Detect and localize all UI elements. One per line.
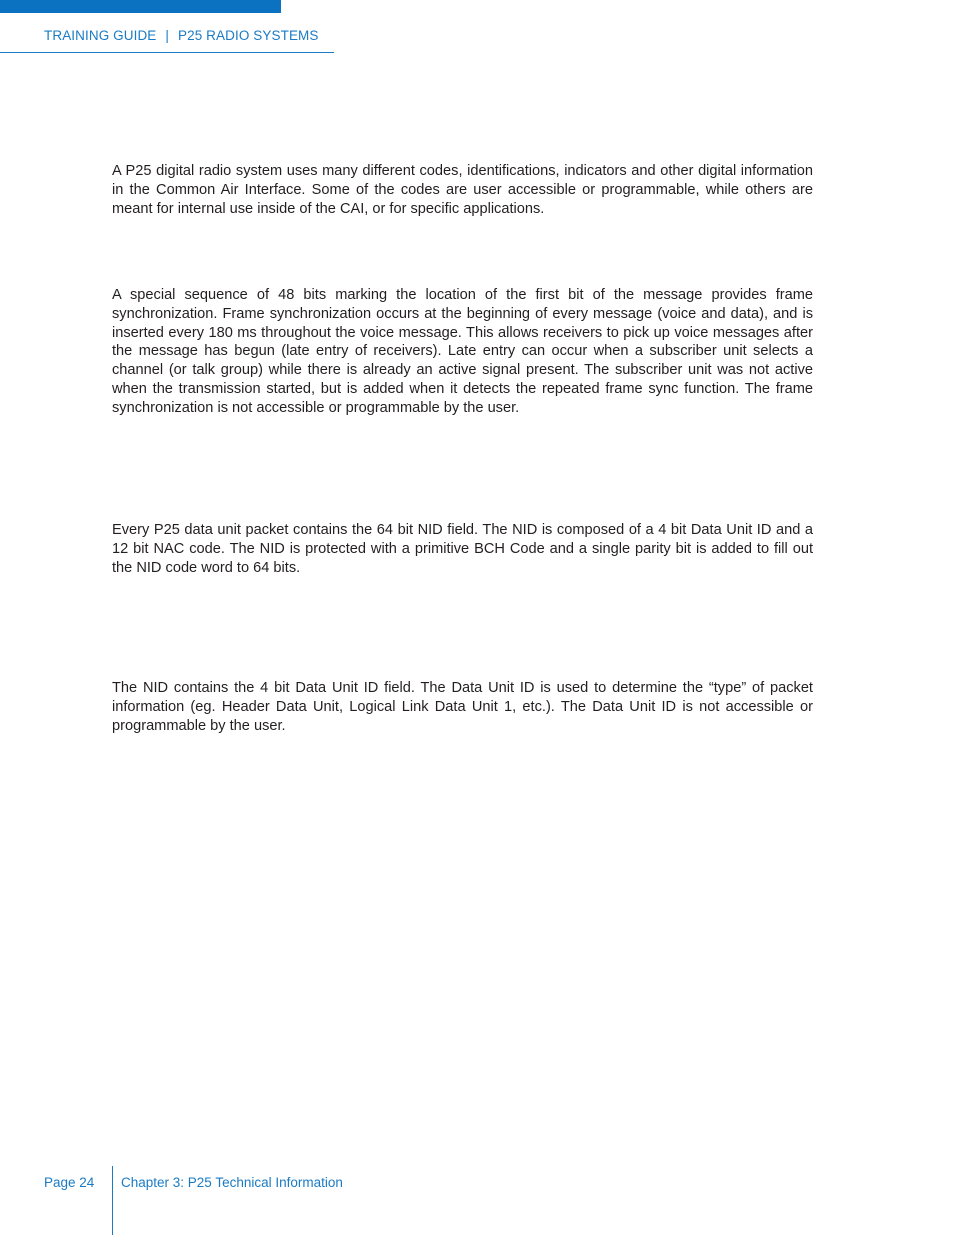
paragraph-data-unit-id: The NID contains the 4 bit Data Unit ID field. The Data Unit ID is used to determine the “type” of packet information (eg. Header Data Unit, Logical Link Data Unit 1, etc.). The Data Unit ID is not accessible or programmable by the user.: [112, 680, 813, 734]
footer-chapter-title: Chapter 3: P25 Technical Information: [121, 1175, 343, 1190]
running-header: [44, 28, 319, 43]
header-subject: P25 RADIO SYSTEMS: [178, 28, 319, 43]
footer-page-number: Page 24: [44, 1175, 95, 1190]
footer-divider: [112, 1166, 113, 1235]
header-separator: |: [165, 28, 170, 43]
header-rule: [0, 52, 334, 53]
paragraph-intro: A P25 digital radio system uses many different codes, identifications, indicators and other digital information in the Common Air Interface. Some of the codes are user accessible or programmable, while others are meant for internal use inside of the CAI, or for specific applications.: [112, 163, 813, 217]
paragraph-nid: Every P25 data unit packet contains the 64 bit NID field. The NID is composed of a 4 bit Data Unit ID and a 12 bit NAC code. The NID is protected with a primitive BCH Code and a single parity bit is added to fill out the NID code word to 64 bits.: [112, 522, 813, 576]
paragraph-frame-sync: A special sequence of 48 bits marking the location of the first bit of the message provides frame synchronization. Frame synchronization occurs at the beginning of every message (voice and data), and is inserted every 180 ms throughout the voice message. This allows receivers to pick up voice messages after the message has begun (late entry of receivers). Late entry can occur when a subscriber unit selects a channel (or talk group) while there is already an active signal present. The subscriber unit was not active when the transmission started, but is added when it detects the repeated frame sync function. The frame synchronization is not accessible or programmable by the user.: [112, 287, 813, 416]
header-guide-title: TRAINING GUIDE: [44, 28, 157, 43]
header-accent-bar: [0, 0, 281, 13]
